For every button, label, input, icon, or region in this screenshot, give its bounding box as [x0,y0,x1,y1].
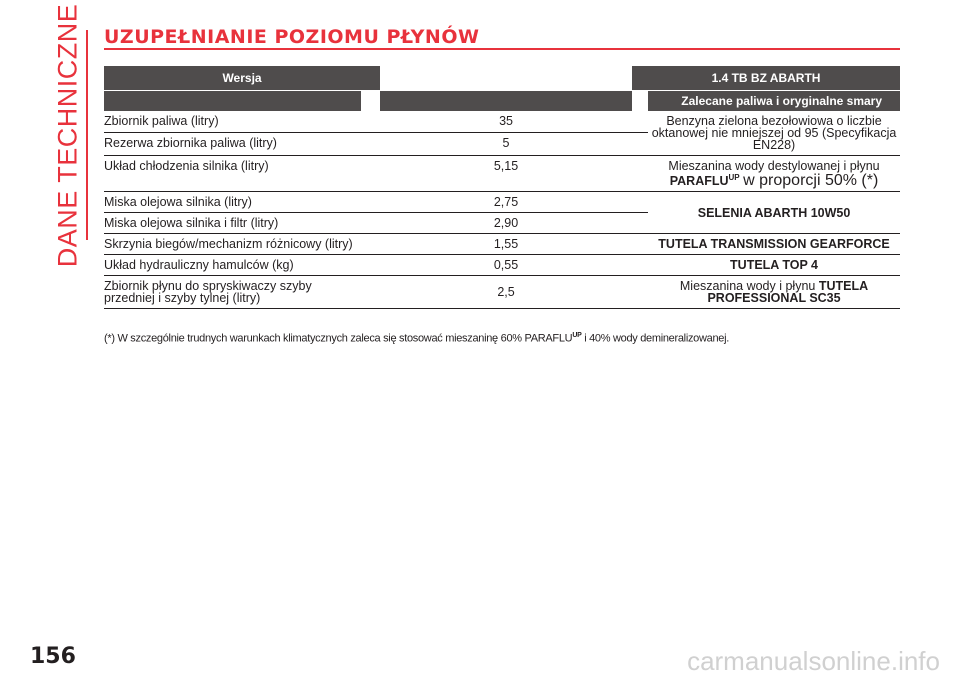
rec-coolant-text: Mieszanina wody destylowanej i płynu [668,159,880,173]
table-row [104,276,900,309]
subheader-cell-blank [104,91,361,112]
fluids-table [104,66,900,309]
table-subheader-row [104,91,900,112]
row-value: 35 [380,111,632,133]
row-name: Układ chłodzenia silnika (litry) [104,156,380,192]
row-value: 2,90 [380,213,632,234]
table-row [104,255,900,276]
rec-coolant-brand-sup: UP [728,173,740,182]
row-value: 5 [380,133,632,156]
footnote-sup: UP [572,332,582,339]
rec-coolant [648,156,900,192]
row-name: Zbiornik paliwa (litry) [104,111,380,133]
table-row [104,156,900,192]
rec-brake: TUTELA TOP 4 [648,255,900,276]
header-version: Wersja [104,66,380,91]
rec-gearbox: TUTELA TRANSMISSION GEARFORCE [648,234,900,255]
title-rule [104,48,900,50]
row-value: 0,55 [380,255,632,276]
rec-washer-brand: TUTELA PROFESSIONAL SC35 [707,279,869,306]
rec-coolant-ratio: w proporcji 50% (*) [743,172,879,190]
rec-washer-text: Mieszanina wody i płynu [679,279,816,294]
rec-coolant-brand: PARAFLU [669,174,729,189]
row-value: 2,5 [380,276,632,309]
table-row [104,192,900,213]
table-header-row [104,66,900,91]
row-name: Miska olejowa silnika i filtr (litry) [104,213,380,234]
row-value: 1,55 [380,234,632,255]
table-row [104,234,900,255]
subheader-gap [361,91,380,112]
row-name: Skrzynia biegów/mechanizm różnicowy (litry) [104,234,380,255]
subheader-recommended: Zalecane paliwa i oryginalne smary [648,91,900,112]
watermark: carmanualsonline.info [687,646,940,676]
rec-oil: SELENIA ABARTH 10W50 [648,192,900,234]
row-value: 2,75 [380,192,632,213]
footnote-text-end: i 40% wody demineralizowanej. [584,332,729,345]
page-number: 156 [30,644,76,669]
section-tab-rule [86,30,88,240]
page-title: UZUPEŁNIANIE POZIOMU PŁYNÓW [104,26,480,48]
header-gap [380,66,632,91]
section-tab-label: DANE TECHNICZNE [52,3,83,267]
footnote [104,332,924,345]
section-tab [52,3,83,267]
row-name: Układ hydrauliczny hamulców (kg) [104,255,380,276]
subheader-gap-2 [632,91,648,112]
row-value: 5,15 [380,156,632,192]
header-engine: 1.4 TB BZ ABARTH [632,66,900,91]
footnote-text: (*) W szczególnie trudnych warunkach klimatycznych zaleca się stosować mieszaninę 60% PARAFLU [104,332,573,345]
row-name: Rezerwa zbiornika paliwa (litry) [104,133,380,156]
row-name: Zbiornik płynu do spryskiwaczy szyby przedniej i szyby tylnej (litry) [104,276,380,309]
row-name: Miska olejowa silnika (litry) [104,192,380,213]
subheader-cell-blank-2 [380,91,632,112]
rec-washer [648,276,900,309]
rec-fuel: Benzyna zielona bezołowiowa o liczbie oktanowej nie mniejszej od 95 (Specyfikacja EN228) [648,111,900,156]
table-row [104,111,900,133]
